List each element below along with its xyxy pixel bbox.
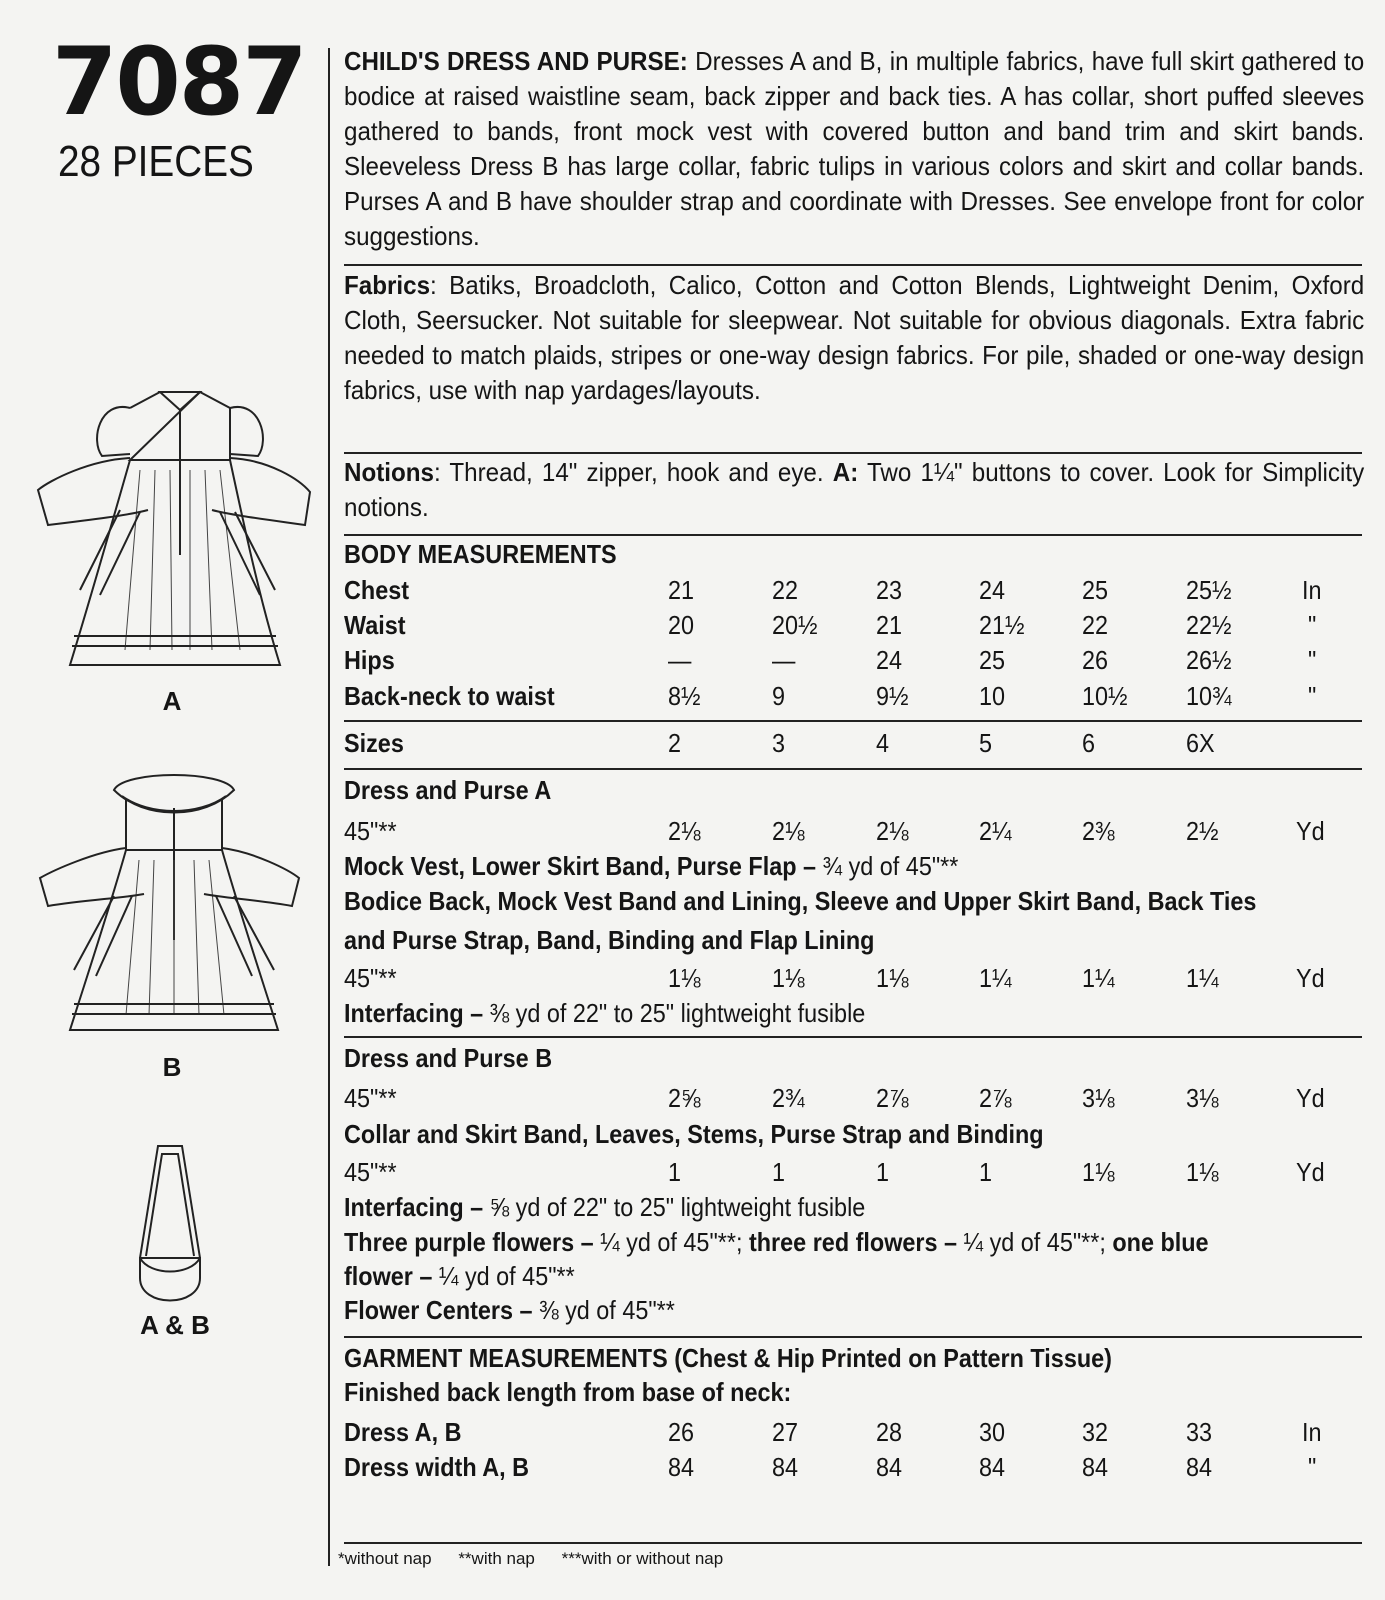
description-block	[344, 44, 1364, 254]
purse-illustration	[130, 1138, 210, 1308]
dress-width-size-2: 84	[668, 1452, 695, 1482]
view-purse-label: A & B	[140, 1310, 210, 1340]
back-neck-size-2: 8½	[668, 681, 701, 711]
dress-a-yd-size-4: 2⅛	[876, 816, 909, 846]
back-neck-size-4: 9½	[876, 681, 909, 711]
blue-flower-label: one blue	[1112, 1227, 1209, 1257]
dress-length-unit: In	[1302, 1417, 1322, 1447]
rule-3	[344, 534, 1362, 536]
dress-length-size-2: 26	[668, 1417, 695, 1447]
flower-centers-label: Flower Centers –	[344, 1295, 533, 1325]
description-title: CHILD'S DRESS AND PURSE:	[344, 46, 688, 76]
back-neck-size-5: 10	[979, 681, 1006, 711]
notions-text: : Thread, 14" zipper, hook and eye.	[433, 457, 824, 487]
dress-width-unit: "	[1308, 1452, 1317, 1482]
dress-b-yd-size-2: 2⅝	[668, 1083, 701, 1113]
bodice-back-line-1: Bodice Back, Mock Vest Band and Lining, Sleeve and Upper Skirt Band, Back Ties	[344, 886, 1257, 916]
chest-size-4: 23	[876, 575, 903, 605]
footnote-with-nap: **with nap	[458, 1549, 535, 1568]
hips-size-6: 26	[1082, 645, 1109, 675]
flower-centers-line	[344, 1294, 675, 1327]
waist-size-5: 21½	[979, 610, 1025, 640]
purple-flowers-label: Three purple flowers –	[344, 1227, 594, 1257]
dress-a-yd-unit: Yd	[1296, 816, 1325, 846]
sizes-label: Sizes	[344, 728, 404, 758]
notions-block	[344, 455, 1364, 525]
notions-paragraph	[344, 455, 1364, 525]
size-2: 2	[668, 728, 682, 758]
dress-a-contrast-size-5: 1¼	[979, 963, 1012, 993]
dress-b-interfacing-text: ⅝ yd of 22" to 25" lightweight fusible	[483, 1192, 866, 1222]
dress-a-yd-size-6: 2⅜	[1082, 816, 1115, 846]
fabrics-text: : Batiks, Broadcloth, Calico, Cotton and Cotton Blends, Lightweight Denim, Oxford Cloth, Seersucker. Not suitable for sleepwear. Not suitable for obvious diagonals. Extra fabric needed to match plaids, stripes or one-way design fabrics. For pile, shaded or one-way design fabrics, use with nap yardages/layouts.	[344, 270, 1365, 405]
notions-a-text: Two 1¼" buttons to cover. Look for Simplicity notions.	[344, 457, 1365, 522]
hips-size-6x: 26½	[1186, 645, 1232, 675]
dress-width-size-6: 84	[1082, 1452, 1109, 1482]
collar-skirt-band-line: Collar and Skirt Band, Leaves, Stems, Purse Strap and Binding	[344, 1119, 1044, 1149]
dress-b-contrast-unit: Yd	[1296, 1157, 1325, 1187]
dress-length-size-4: 28	[876, 1417, 903, 1447]
size-4: 4	[876, 728, 890, 758]
hips-size-2: —	[668, 645, 692, 675]
chest-size-6x: 25½	[1186, 575, 1232, 605]
chest-size-5: 24	[979, 575, 1006, 605]
hips-size-3: —	[772, 645, 796, 675]
mock-vest-text: ¾ yd of 45"**	[816, 851, 959, 881]
sidebar	[0, 0, 326, 1600]
flower-centers-text: ⅜ yd of 45"**	[532, 1295, 675, 1325]
rule-8	[344, 1542, 1362, 1544]
dress-length-size-6: 32	[1082, 1417, 1109, 1447]
notions-label: Notions	[344, 457, 434, 487]
footnote-with-or-without-nap: ***with or without nap	[561, 1549, 724, 1568]
description-text: Dresses A and B, in multiple fabrics, have full skirt gathered to bodice at raised waistline seam, back zipper and back ties. A has collar, short puffed sleeves gathered to bands, front mock vest with covered button and band trim and skirt bands. Sleeveless Dress B has large collar, fabric tulips in various colors and skirt and collar bands. Purses A and B have shoulder strap and coordinate with Dresses. See envelope front for color suggestions.	[344, 46, 1365, 251]
red-flowers-text: ¼ yd of 45"**;	[957, 1227, 1113, 1257]
dress-b-illustration	[34, 760, 314, 1050]
dress-width-size-3: 84	[772, 1452, 799, 1482]
hips-size-5: 25	[979, 645, 1006, 675]
dress-b-yd-size-6: 3⅛	[1082, 1083, 1115, 1113]
footnote-without-nap: *without nap	[338, 1549, 432, 1568]
pattern-number: 7087	[52, 28, 306, 137]
fabrics-label: Fabrics	[344, 270, 431, 300]
dress-a-illustration	[30, 380, 320, 690]
dress-a-yd-size-5: 2¼	[979, 816, 1012, 846]
dress-b-heading: Dress and Purse B	[344, 1043, 553, 1073]
chest-label: Chest	[344, 575, 410, 605]
dress-a-contrast-size-6x: 1¼	[1186, 963, 1219, 993]
back-neck-size-3: 9	[772, 681, 786, 711]
rule-4	[344, 720, 1362, 722]
rule-6	[344, 1036, 1362, 1038]
dress-a-interfacing-text: ⅜ yd of 22" to 25" lightweight fusible	[483, 998, 866, 1028]
fabrics-block	[344, 268, 1364, 408]
dress-b-contrast-size-6x: 1⅛	[1186, 1157, 1219, 1187]
view-b-label: B	[162, 1052, 182, 1082]
dress-a-contrast-size-3: 1⅛	[772, 963, 805, 993]
dress-a-interfacing-label: Interfacing –	[344, 998, 484, 1028]
chest-size-6: 25	[1082, 575, 1109, 605]
back-neck-size-6: 10½	[1082, 681, 1128, 711]
chest-size-2: 21	[668, 575, 695, 605]
dress-length-label: Dress A, B	[344, 1417, 462, 1447]
dress-length-size-3: 27	[772, 1417, 799, 1447]
dress-length-size-5: 30	[979, 1417, 1006, 1447]
mock-vest-label: Mock Vest, Lower Skirt Band, Purse Flap –	[344, 851, 817, 881]
dress-a-contrast-size-6: 1¼	[1082, 963, 1115, 993]
waist-size-4: 21	[876, 610, 903, 640]
blue-flower-label-2: flower –	[344, 1261, 433, 1291]
dress-width-size-4: 84	[876, 1452, 903, 1482]
size-6: 6	[1082, 728, 1096, 758]
notions-a-label: A:	[832, 457, 859, 487]
description-paragraph	[344, 44, 1364, 254]
garment-heading: GARMENT MEASUREMENTS (Chest & Hip Printed on Pattern Tissue)	[344, 1343, 1112, 1373]
dress-b-yd-size-5: 2⅞	[979, 1083, 1012, 1113]
dress-a-heading: Dress and Purse A	[344, 775, 552, 805]
flowers-line	[344, 1226, 1209, 1259]
rule-5	[344, 768, 1362, 770]
dress-b-contrast-size-2: 1	[668, 1157, 682, 1187]
garment-subheading: Finished back length from base of neck:	[344, 1377, 792, 1407]
dress-b-yd-size-6x: 3⅛	[1186, 1083, 1219, 1113]
chest-size-3: 22	[772, 575, 799, 605]
dress-b-interfacing-label: Interfacing –	[344, 1192, 484, 1222]
dress-b-contrast-size-6: 1⅛	[1082, 1157, 1115, 1187]
dress-length-size-6x: 33	[1186, 1417, 1213, 1447]
dress-a-contrast-size-4: 1⅛	[876, 963, 909, 993]
piece-count: 28 PIECES	[58, 137, 254, 186]
dress-width-size-5: 84	[979, 1452, 1006, 1482]
dress-a-contrast-size-2: 1⅛	[668, 963, 701, 993]
hips-label: Hips	[344, 645, 395, 675]
waist-label: Waist	[344, 610, 406, 640]
waist-size-2: 20	[668, 610, 695, 640]
hips-unit: "	[1308, 645, 1317, 675]
back-neck-label: Back-neck to waist	[344, 681, 555, 711]
dress-b-contrast-label: 45"**	[344, 1157, 397, 1187]
size-3: 3	[772, 728, 786, 758]
footnotes	[338, 1549, 745, 1569]
waist-size-6x: 22½	[1186, 610, 1232, 640]
mock-vest-line	[344, 850, 958, 883]
dress-b-yd-unit: Yd	[1296, 1083, 1325, 1113]
purple-flowers-text: ¼ yd of 45"**;	[593, 1227, 749, 1257]
dress-a-yd-size-2: 2⅛	[668, 816, 701, 846]
dress-b-contrast-size-3: 1	[772, 1157, 786, 1187]
dress-b-yd-size-4: 2⅞	[876, 1083, 909, 1113]
dress-b-interfacing-line	[344, 1191, 865, 1224]
vertical-divider	[328, 48, 330, 1566]
fabrics-paragraph	[344, 268, 1364, 408]
size-5: 5	[979, 728, 993, 758]
rule-2	[344, 452, 1362, 454]
chest-unit: In	[1302, 575, 1322, 605]
dress-width-label: Dress width A, B	[344, 1452, 530, 1482]
back-neck-size-6x: 10¾	[1186, 681, 1232, 711]
dress-b-yd-size-3: 2¾	[772, 1083, 805, 1113]
waist-size-3: 20½	[772, 610, 818, 640]
waist-size-6: 22	[1082, 610, 1109, 640]
dress-a-yd-size-3: 2⅛	[772, 816, 805, 846]
body-measurements-heading: BODY MEASUREMENTS	[344, 539, 617, 569]
red-flowers-label: three red flowers –	[748, 1227, 958, 1257]
dress-b-contrast-size-5: 1	[979, 1157, 993, 1187]
dress-a-contrast-unit: Yd	[1296, 963, 1325, 993]
dress-width-size-6x: 84	[1186, 1452, 1213, 1482]
dress-a-contrast-label: 45"**	[344, 963, 397, 993]
view-a-label: A	[162, 686, 182, 716]
dress-a-yd-size-6x: 2½	[1186, 816, 1219, 846]
dress-a-interfacing-line	[344, 997, 865, 1030]
back-neck-unit: "	[1308, 681, 1317, 711]
dress-b-fabric-label: 45"**	[344, 1083, 397, 1113]
rule-7	[344, 1336, 1362, 1338]
hips-size-4: 24	[876, 645, 903, 675]
blue-flower-text: ¼ yd of 45"**	[432, 1261, 575, 1291]
dress-a-fabric-label: 45"**	[344, 816, 397, 846]
blue-flower-line	[344, 1260, 575, 1293]
dress-b-contrast-size-4: 1	[876, 1157, 890, 1187]
waist-unit: "	[1308, 610, 1317, 640]
size-6x: 6X	[1186, 728, 1215, 758]
rule-1	[344, 264, 1362, 266]
bodice-back-line-2: and Purse Strap, Band, Binding and Flap Lining	[344, 925, 875, 955]
